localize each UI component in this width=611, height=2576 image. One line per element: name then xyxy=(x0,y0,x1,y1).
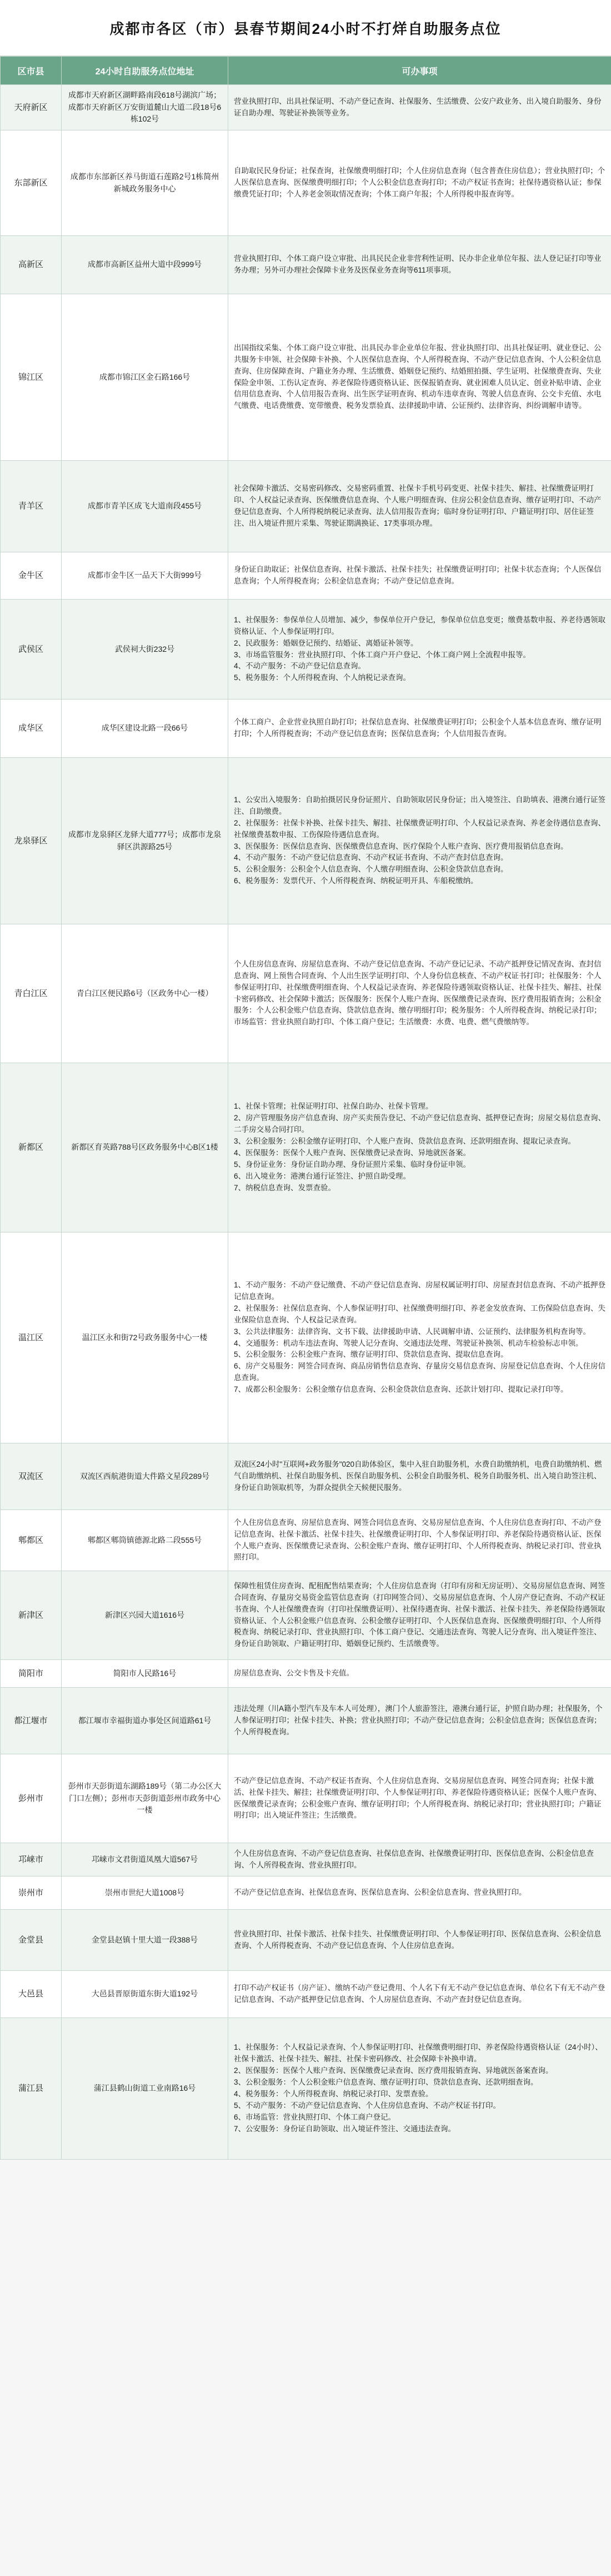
table-row xyxy=(1,1754,611,1843)
table-row xyxy=(1,758,611,924)
items-cell: 不动产登记信息查询、社保信息查询、医保信息查询、公积金信息查询、营业执照打印。 xyxy=(228,1876,611,1910)
items-cell: 身份证自助取证；社保信息查询、社保卡激活、社保卡挂失；社保缴费证明打印；社保卡状态查询；个人医保信息查询；个人所得税查询；公积金信息查询；不动产登记信息查询。 xyxy=(228,552,611,600)
district-cell: 新津区 xyxy=(1,1571,62,1660)
district-cell: 金牛区 xyxy=(1,552,62,600)
address-cell: 成都市龙泉驿区龙驿大道777号；成都市龙泉驿区洪源路25号 xyxy=(62,758,228,924)
address-cell: 温江区永和街72号政务服务中心一楼 xyxy=(62,1232,228,1443)
header-items: 可办事项 xyxy=(228,57,611,85)
table-row xyxy=(1,552,611,600)
items-cell: 违法处理（川A籍小型汽车及车本人可处理），澳门个人旅游签注，港澳台通行证，护照自助办理；社保服务，个人参保证明打印；社保卡挂失、补换；营业执照打印；不动产登记信息查询；公积金信息查询；医保信息查询；个人所得税查询。 xyxy=(228,1688,611,1754)
header-address: 24小时自助服务点位地址 xyxy=(62,57,228,85)
district-cell: 龙泉驿区 xyxy=(1,758,62,924)
table-row xyxy=(1,1910,611,1971)
table-body xyxy=(1,85,611,2160)
address-cell: 大邑县晋原街道东街大道192号 xyxy=(62,1971,228,2018)
items-cell: 1、不动产服务：不动产登记缴费、不动产登记信息查询、房屋权属证明打印、房屋查封信息查询、不动产抵押登记信息查询。 2、社保服务：社保信息查询、个人参保证明打印、社保缴费明细打印、养老金发放查询、工伤保险信息查询、失业保险信息查询、个人权益记录查询。 3、公共法律服务：法律咨询、文书下载、法律援助申请、人民调解申请、公证预约、法律服务机构查询等。 4、交通服务：机动车违法查询、驾驶人记分查询、交通违法处理、驾驶证补换领、机动车检验标志申领。 5、公积金服务：公积金账户查询、缴存证明打印、贷款信息查询、提取信息查询。 6、房产交易服务：网签合同查询、商品房销售信息查询、存量房交易信息查询、房屋登记信息查询、个人住房信息查询。 7、成都公积金服务：公积金缴存信息查询、公积金贷款信息查询、还款计划打印、提取记录打印等。 xyxy=(228,1232,611,1443)
items-cell: 1、社保服务：参保单位人员增加、减少，参保单位开户登记，参保单位信息变更；缴费基数申报、养老待遇领取资格认证、个人参保证明打印。 2、民政服务：婚姻登记预约、结婚证、离婚证补领等。 3、市场监管服务：营业执照打印、个体工商户开户登记、个体工商户网上全流程申报等。 4、不动产服务：不动产登记信息查询。 5、税务服务：个人所得税查询、个人纳税记录查询。 xyxy=(228,600,611,700)
table-row xyxy=(1,1571,611,1660)
table-row xyxy=(1,2018,611,2160)
items-cell: 个人住房信息查询、房屋信息查询、网签合同信息查询、交易房屋信息查询、个人住房信息查询打印、不动产登记信息查询、社保卡激活、社保卡挂失、社保缴费证明打印、个人参保证明打印、养老保险待遇资格认证、医保个人账户查询、医保缴费记录查询、公积金账户查询、缴存证明打印、个人所得税查询、纳税记录打印、营业执照打印。 xyxy=(228,1510,611,1571)
district-cell: 蒲江县 xyxy=(1,2018,62,2160)
address-cell: 武侯祠大街232号 xyxy=(62,600,228,700)
district-cell: 高新区 xyxy=(1,236,62,294)
district-cell: 天府新区 xyxy=(1,85,62,130)
items-cell: 个人住房信息查询、房屋信息查询、不动产登记信息查询、不动产登记记录、不动产抵押登记情况查询、查封信息查询、网上预售合同查询、个人出生医学证明打印、个人身份信息核查、不动产权证书打印；社保服务：个人参保证明打印、社保缴费明细查询、个人权益记录查询、养老保险待遇领取资格认证、社保卡挂失、解挂、社保卡密码修改、社会保障卡激活；医保服务：医保个人账户查询、医保缴费记录查询、医疗费用报销查询；公积金服务：个人公积金账户信息查询、贷款信息查询、缴存明细打印；税务服务：个人所得税查询、纳税记录打印；市场监管：营业执照自助打印、个体工商户登记；生活缴费：水费、电费、燃气费缴纳等。 xyxy=(228,924,611,1063)
table-row xyxy=(1,85,611,130)
district-cell: 金堂县 xyxy=(1,1910,62,1971)
items-cell: 1、社保服务：个人权益记录查询、个人参保证明打印、社保缴费明细打印、养老保险待遇资格认证（24小时）、社保卡激活、社保卡挂失、解挂、社保卡密码修改、社会保障卡补换申请。 2、医保服务：医保个人账户查询、医保缴费记录查询、医疗费用报销查询、异地就医备案查询。 3、公积金服务：个人公积金账户信息查询、缴存证明打印、贷款信息查询、还款明细查询。 4、税务服务：个人所得税查询、纳税记录打印、发票查验。 5、不动产服务：不动产登记信息查询、个人住房信息查询、不动产权证书打印。 6、市场监管：营业执照打印、个体工商户登记。 7、公安服务：身份证自助领取、出入境证件签注、交通违法查询。 xyxy=(228,2018,611,2160)
table-row xyxy=(1,461,611,552)
table-row xyxy=(1,294,611,461)
address-cell: 都江堰市幸福街道办事处区间道路61号 xyxy=(62,1688,228,1754)
address-cell: 成都市锦江区金石路166号 xyxy=(62,294,228,461)
address-cell: 成都市东部新区养马街道石莲路2号1栋简州新城政务服务中心 xyxy=(62,130,228,236)
table-row xyxy=(1,1063,611,1232)
district-cell: 双流区 xyxy=(1,1443,62,1510)
items-cell: 房屋信息查询、公交卡售及卡充值。 xyxy=(228,1660,611,1688)
table-row xyxy=(1,1876,611,1910)
district-cell: 青羊区 xyxy=(1,461,62,552)
address-cell: 郫都区郫筒镇德源北路二段555号 xyxy=(62,1510,228,1571)
address-cell: 彭州市天彭街道东湖路189号（第二办公区大门口左侧）；彭州市天彭街道彭州市政务中心一楼 xyxy=(62,1754,228,1843)
address-cell: 邛崃市文君街道凤凰大道567号 xyxy=(62,1843,228,1876)
address-cell: 崇州市世纪大道1008号 xyxy=(62,1876,228,1910)
items-cell: 1、社保卡管理；社保证明打印、社保自助办、社保卡管理。 2、房产管理服务房产信息查询、房产买卖预告登记、不动产登记信息查询、抵押登记查询；房屋交易信息查询、二手房交易合同打印。 3、公积金服务：公积金缴存证明打印、个人账户查询、贷款信息查询、还款明细查询、提取记录查询。 4、医保服务：医保个人账户查询、医保缴费记录查询、异地就医备案。 5、身份证业务：身份证自助办理、身份证照片采集、临时身份证申领。 6、出入境业务：港澳台通行证签注、护照自助受理。 7、纳税信息查询、发票查验。 xyxy=(228,1063,611,1232)
district-cell: 崇州市 xyxy=(1,1876,62,1910)
address-cell: 成都市青羊区成飞大道南段455号 xyxy=(62,461,228,552)
header-district: 区市县 xyxy=(1,57,62,85)
address-cell: 成都市天府新区湖畔路南段618号湖滨广场；成都市天府新区万安街道麓山大道二段18号6栋102号 xyxy=(62,85,228,130)
district-cell: 大邑县 xyxy=(1,1971,62,2018)
district-cell: 新都区 xyxy=(1,1063,62,1232)
district-cell: 邛崃市 xyxy=(1,1843,62,1876)
table-header-row xyxy=(1,57,611,85)
items-cell: 保障性租赁住房查询、配租配售结果查询；个人住房信息查询（打印有房和无房证明）、交易房屋信息查询、网签合同查询、存量房交易资金监管信息查询（打印网签合同）、交易房屋信息查询、个人房产登记查询、不动产权证书查询、个人社保缴费查询（打印社保缴费证明）、社保待遇查询、社保卡激活、社保卡挂失、养老保险待遇领取资格认证、个人公积金账户信息查询、公积金缴存证明打印、个人医保信息查询、医保缴费明细打印、个人所得税查询、纳税记录打印、营业执照打印、个体工商户登记、交通违法查询、驾驶人记分查询、出入境证件签注、身份证自助领取、户籍证明打印、婚姻登记预约、生活缴费等。 xyxy=(228,1571,611,1660)
address-cell: 成都市高新区益州大道中段999号 xyxy=(62,236,228,294)
address-cell: 金堂县赵镇十里大道一段388号 xyxy=(62,1910,228,1971)
district-cell: 青白江区 xyxy=(1,924,62,1063)
table-row xyxy=(1,1232,611,1443)
district-cell: 武侯区 xyxy=(1,600,62,700)
district-cell: 简阳市 xyxy=(1,1660,62,1688)
district-cell: 都江堰市 xyxy=(1,1688,62,1754)
table-row xyxy=(1,1971,611,2018)
table-row xyxy=(1,1443,611,1510)
page-title: 成都市各区（市）县春节期间24小时不打烊自助服务点位 xyxy=(0,0,611,56)
district-cell: 彭州市 xyxy=(1,1754,62,1843)
service-table xyxy=(0,56,611,2160)
items-cell: 社会保障卡激活、交易密码修改、交易密码重置、社保卡手机号码变更、社保卡挂失、解挂、社保缴费证明打印、个人权益记录查询、医保缴费信息查询、个人账户明细查询、住房公积金信息查询、缴存证明打印、不动产登记信息查询、个人所得税纳税记录查询、法人信用报告查询；临时身份证明打印、户籍证明打印、居住证签注、出入境证件照片采集、驾驶证期满换证、17类事项办理。 xyxy=(228,461,611,552)
table-row xyxy=(1,600,611,700)
address-cell: 新都区育英路788号区政务服务中心B区1楼 xyxy=(62,1063,228,1232)
items-cell: 自助取民民身份证；社保查询，社保缴费明细打印；个人住房信息查询（包含普查住房信息）；营业执照打印；个人医保信息查询、医保缴费明细打印；个人公积金信息查询打印；不动产权证书查询；社保待遇资格认证；参保缴费凭证打印；个人养老金领取情况查询；个体工商户年报；个人所得税申报查询等。 xyxy=(228,130,611,236)
table-row xyxy=(1,700,611,758)
table-row xyxy=(1,130,611,236)
district-cell: 成华区 xyxy=(1,700,62,758)
address-cell: 蒲江县鹤山街道工业南路16号 xyxy=(62,2018,228,2160)
items-cell: 出国指纹采集、个体工商户设立审批、出具民办非企业单位年报、营业执照打印、出具社保证明、就业登记、公共服务卡申领、社会保障卡补换、个人医保信息查询、个人所得税查询、不动产登记信息查询、个人公积金信息查询、住房保障查询、户籍业务办理、生活缴费、婚姻登记预约、结婚照拍摄、学生证明、社保缴费查询、失业保险金申领、工伤认定查询、养老保险待遇资格认证、医保报销查询、就业困难人员认定、创业补贴申请、企业信用信息查询、个人信用报告查询、出生医学证明查询、机动车违章查询、驾驶人信息查询、公交卡充值、水电气缴费、电话费缴费、宽带缴费、税务发票验真、法律援助申请、公证预约、法律咨询、纠纷调解申请等。 xyxy=(228,294,611,461)
items-cell: 个体工商户、企业营业执照自助打印；社保信息查询、社保缴费证明打印；公积金个人基本信息查询、缴存证明打印；个人所得税查询；不动产登记信息查询；医保信息查询；个人信用报告查询。 xyxy=(228,700,611,758)
table-row xyxy=(1,924,611,1063)
table-row xyxy=(1,236,611,294)
table-row xyxy=(1,1843,611,1876)
items-cell: 个人住房信息查询、不动产登记信息查询、社保信息查询、社保缴费证明打印、医保信息查询、公积金信息查询、个人所得税查询、营业执照打印。 xyxy=(228,1843,611,1876)
district-cell: 东部新区 xyxy=(1,130,62,236)
items-cell: 营业执照打印、出具社保证明、不动产登记查询、社保服务、生活缴费、公安户政业务、出入境自助服务、身份证自助办理、驾驶证补换领等业务。 xyxy=(228,85,611,130)
items-cell: 营业执照打印、社保卡激活、社保卡挂失、社保缴费证明打印、个人参保证明打印、医保信息查询、公积金信息查询、个人所得税查询、不动产登记信息查询、个人住房信息查询。 xyxy=(228,1910,611,1971)
district-cell: 郫都区 xyxy=(1,1510,62,1571)
address-cell: 成都市金牛区一品天下大街999号 xyxy=(62,552,228,600)
items-cell: 不动产登记信息查询、不动产权证书查询、个人住房信息查询、交易房屋信息查询、网签合同查询；社保卡激活、社保卡挂失、解挂；社保缴费证明打印、个人参保证明打印、养老保险待遇资格认证；医保个人账户查询、医保缴费记录查询；公积金账户查询、缴存证明打印；个人所得税查询、纳税记录打印；营业执照打印；户籍证明打印；出入境证件签注；生活缴费。 xyxy=(228,1754,611,1843)
address-cell: 简阳市人民路16号 xyxy=(62,1660,228,1688)
table-row xyxy=(1,1510,611,1571)
table-row xyxy=(1,1688,611,1754)
address-cell: 青白江区便民路6号（区政务中心一楼） xyxy=(62,924,228,1063)
table-row xyxy=(1,1660,611,1688)
district-cell: 温江区 xyxy=(1,1232,62,1443)
items-cell: 1、公安出入境服务：自助拍摄居民身份证照片、自助领取居民身份证；出入境签注、自助填表、港澳台通行证签注、自助缴费。 2、社保服务：社保卡补换、社保卡挂失、解挂、社保缴费证明打印、个人权益记录查询、养老金待遇信息查询、社保缴费基数申报、工伤保险待遇信息查询。 3、医保服务：医保信息查询、医保缴费信息查询、医疗保险个人账户查询、医疗费用报销信息查询。 4、不动产服务：不动产登记信息查询、不动产权证书查询、不动产查封信息查询。 5、公积金服务：公积金个人信息查询、个人缴存明细查询、公积金贷款信息查询。 6、税务服务：发票代开、个人所得税查询、纳税证明开具、车船税缴纳。 xyxy=(228,758,611,924)
district-cell: 锦江区 xyxy=(1,294,62,461)
address-cell: 成华区建设北路一段66号 xyxy=(62,700,228,758)
address-cell: 双流区西航港街道大件路文星段289号 xyxy=(62,1443,228,1510)
address-cell: 新津区兴园大道1616号 xyxy=(62,1571,228,1660)
items-cell: 打印不动产权证书（房产证）、缴纳不动产登记费用、个人名下有无不动产登记信息查询、单位名下有无不动产登记信息查询、不动产抵押登记信息查询、个人房屋信息查询、不动产查封登记信息查询。 xyxy=(228,1971,611,2018)
items-cell: 营业执照打印、个体工商户设立审批、出具民民企业非营利性证明、民办非企业单位年报、法人登记证打印等业务办理；另外可办理社会保障卡业务及医保业务查询等611项事项。 xyxy=(228,236,611,294)
items-cell: 双流区24小时"互联网+政务服务"020自助体验区，集中入驻自助服务机，水费自助缴纳机，电费自助缴纳机、燃气自助缴纳机、社保自助服务机、医保自助服务机、公积金自助服务机、税务自助服务机、出入境自助签注机、身份证自助领取机等，为群众提供全天候便民服务。 xyxy=(228,1443,611,1510)
